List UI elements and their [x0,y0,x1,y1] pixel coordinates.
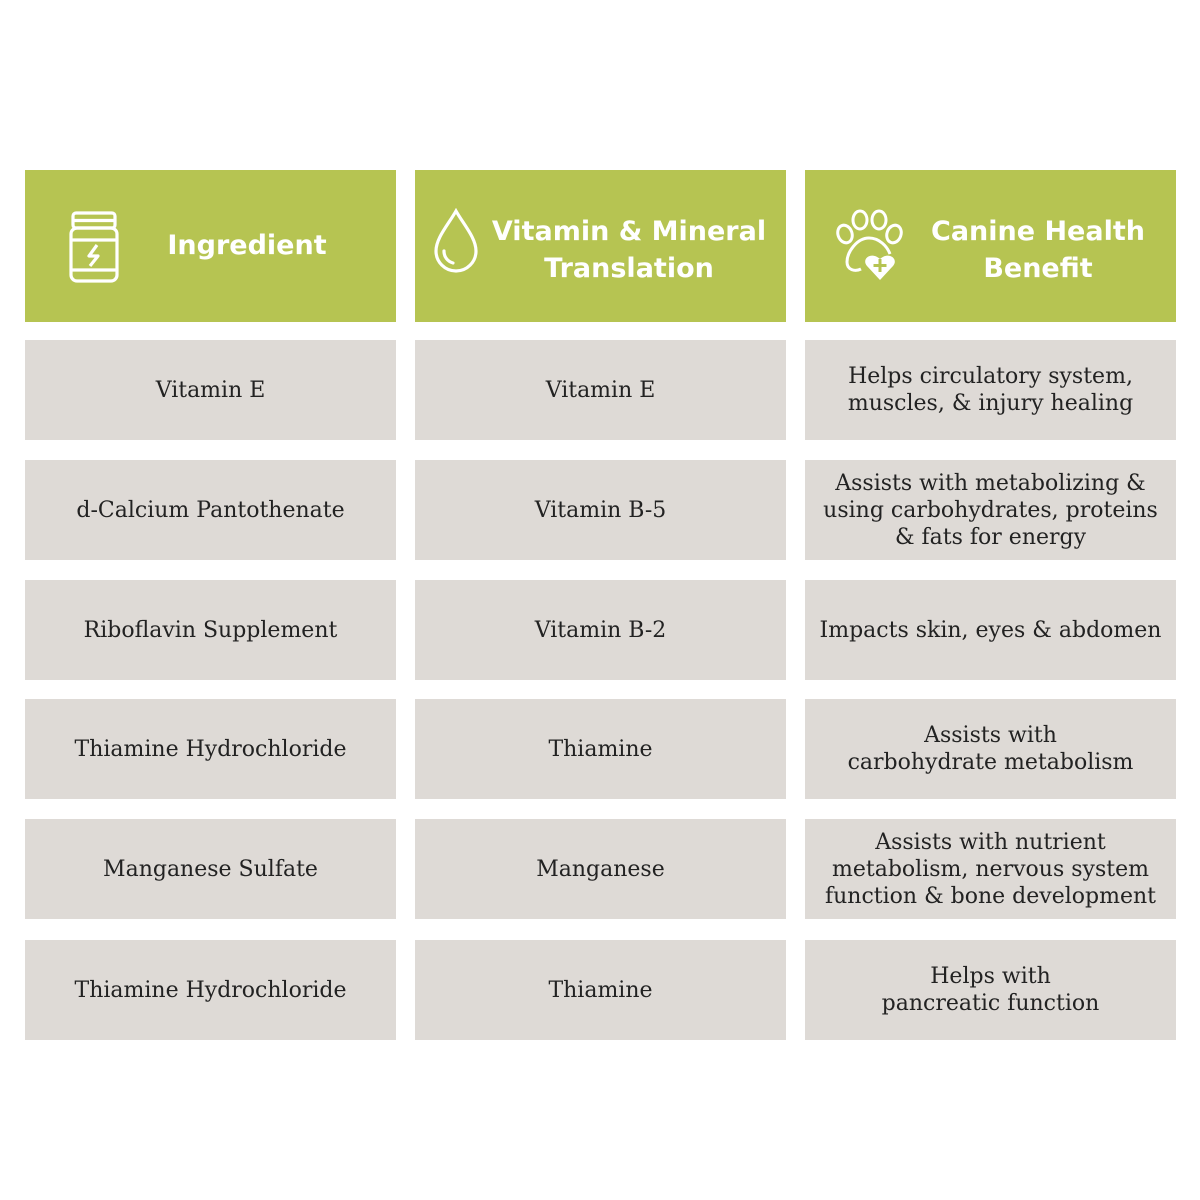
ingredient-cell [25,580,396,680]
benefit-text: Helps with pancreatic function [881,964,1100,1016]
header-ingredient-label: Ingredient [167,230,327,261]
ingredient-text: d-Calcium Pantothenate [76,497,345,523]
translation-cell [415,699,786,799]
header-ingredient [25,170,396,322]
translation-cell [415,819,786,919]
benefit-cell [805,580,1176,680]
ingredient-text: Manganese Sulfate [103,856,318,882]
translation-cell [415,940,786,1040]
header-canine-benefit [805,170,1176,322]
ingredient-cell [25,940,396,1040]
translation-text: Vitamin B-5 [534,497,667,523]
translation-text: Vitamin B-2 [534,617,667,643]
benefit-cell [805,819,1176,919]
ingredient-cell [25,699,396,799]
translation-cell [415,460,786,560]
translation-cell [415,580,786,680]
ingredient-cell [25,819,396,919]
droplet-icon [431,208,481,276]
benefit-cell [805,940,1176,1040]
translation-text: Thiamine [548,977,653,1003]
benefit-text: Assists with metabolizing & using carbohydrates, proteins & fats for energy [823,470,1158,550]
benefit-text: Assists with carbohydrate metabolism [847,723,1134,775]
ingredient-cell [25,340,396,440]
ingredient-text: Thiamine Hydrochloride [74,977,347,1003]
ingredient-cell [25,460,396,560]
benefit-cell [805,699,1176,799]
benefit-cell [805,340,1176,440]
benefit-cell [805,460,1176,560]
benefit-text: Helps circulatory system, muscles, & injury healing [847,364,1134,416]
ingredient-text: Riboflavin Supplement [83,617,338,643]
translation-text: Vitamin E [545,377,656,403]
ingredient-text: Thiamine Hydrochloride [74,736,347,762]
header-benefit-label: Canine Health Benefit [931,216,1145,284]
translation-text: Thiamine [548,736,653,762]
header-vitamin-translation [415,170,786,322]
ingredient-text: Vitamin E [155,377,266,403]
benefit-text: Impacts skin, eyes & abdomen [819,617,1162,643]
translation-text: Manganese [536,856,665,882]
header-vitamin-label: Vitamin & Mineral Translation [491,216,767,284]
translation-cell [415,340,786,440]
paw-heart-icon [833,208,909,284]
supplement-jar-icon [69,210,119,284]
benefit-text: Assists with nutrient metabolism, nervous system function & bone development [825,829,1156,909]
